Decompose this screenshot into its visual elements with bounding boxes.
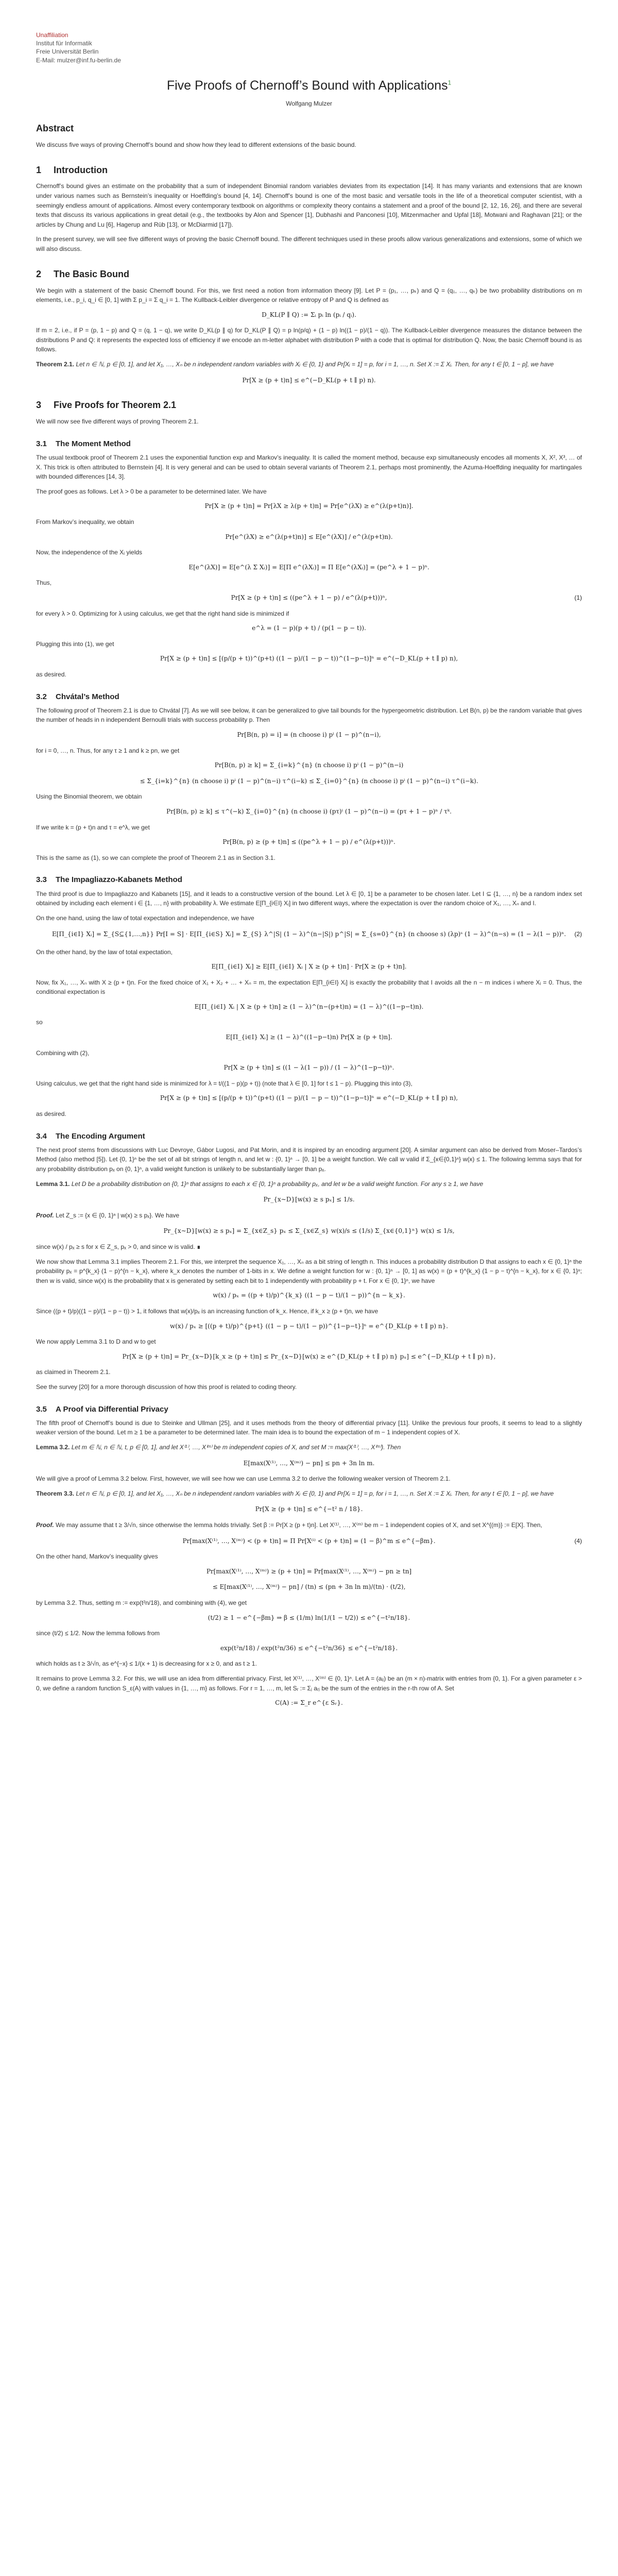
subsection-3-2-heading [36, 691, 582, 703]
equation: Pr[X ≥ (p + t)n] = Pr_{x∼D}[k_x ≥ (p + t)n] ≤ Pr_{x∼D}[w(x) ≥ e^{D_KL(p + t ∥ p) n} pₓ] ≤ e^{−D_KL(p + t ∥ p) n}, [122, 1352, 496, 1360]
equation: e^λ = (1 − p)(p + t) / (p(1 − p − t)). [252, 624, 366, 632]
equation: Pr[X ≥ (p + t)n] = Pr[λX ≥ λ(p + t)n] = Pr[e^(λX) ≥ e^(λ(p+t)n)]. [204, 502, 414, 510]
paragraph: On the other hand, Markov’s inequality gives [36, 1553, 158, 1561]
author-affiliation [36, 31, 582, 64]
equation-4 [36, 1536, 582, 1546]
equation: Pr[e^(λX) ≥ e^(λ(p+t)n)] ≤ E[e^(λX)] / e^(λ(p+t)n). [225, 533, 393, 540]
subsection-3-1-heading [36, 438, 582, 450]
paper-title-text: Five Proofs of Chernoff’s Bound with Applications [166, 78, 448, 93]
equation: D_KL(P ∥ Q) := Σᵢ pᵢ ln (pᵢ / qᵢ). [262, 311, 356, 318]
paragraph: The usual textbook proof of Theorem 2.1 uses the exponential function exp and Markov’s inequality. It is called the moment method, because exp simultaneously encodes all moments X, X², X³, … of X. This trick is often attributed to Bernstein [4]. It is very general and can be used to obtain several variants of Theorem 2.1, perhaps most prominently, the Azuma-Hoeffding inequality for martingales with bounded differences [14, 3]. [36, 454, 582, 481]
paragraph: so [36, 1019, 43, 1026]
paragraph: Thus, [36, 579, 52, 587]
paragraph: If we write k = (p + t)n and τ = e^λ, we get [36, 823, 150, 831]
paragraph: We now show that Lemma 3.1 implies Theorem 2.1. For this, we interpret the sequence X₁, …, Xₙ as a bit string of length n. This induces a probability distribution D that assigns to each x ∈ {0, 1}ⁿ the probability pₓ = p^{k_x} (1 − p)^{n − k_x}, where k_x denotes the number of 1-bits in x. We define a weight function for w : {0, 1}ⁿ → [0, 1] as w(x) = (p + t)^{k_x} (1 − p − t)^{n − k_x}, for x ∈ {0, 1}ⁿ; then w is valid, since w(x) is the probability that x is generated by setting each bit to 1 independently with probability p + t. For x ∈ {0, 1}ⁿ, we have [36, 1258, 582, 1284]
paragraph: We now apply Lemma 3.1 to D and w to get [36, 1338, 156, 1346]
section-3-heading [36, 398, 582, 413]
lemma-3-2 [36, 1443, 582, 1452]
paper-author: Wolfgang Mulzer [286, 99, 332, 107]
equation-number: (4) [574, 1537, 582, 1545]
section-number: 1 [36, 164, 42, 175]
abstract-text: We discuss five ways of proving Chernoff’s bound and show how they lead to different extensions of the basic bound. [36, 141, 356, 148]
paragraph: We begin with a statement of the basic Chernoff bound. For this, we first need a notion from information theory [9]. Let P = (p₁, …, pₖ) and Q = (q₁, …, qₖ) be two probability distributions on m elements, i.e., p_i, q_i ∈ [0, 1] with Σ p_i = Σ q_i = 1. The Kullback-Leibler divergence or relative entropy of P and Q is defined as [36, 286, 582, 304]
equation: Pr[X ≥ (p + t)n] ≤ [(p/(p + t))^(p+t) ((1 − p)/(1 − p − t))^(1−p−t)]ⁿ = e^(−D_KL(p + t ∥ p) n), [160, 1094, 458, 1102]
section-number: 3 [36, 400, 42, 411]
equation: w(x) / pₓ ≥ [((p + t)/p)^{p+t} ((1 − p − t)/(1 − p))^{1−p−t}]ⁿ = e^{D_KL(p + t ∥ p) n}. [169, 1322, 449, 1330]
paragraph: Using the Binomial theorem, we obtain [36, 793, 142, 801]
affiliation-line-1: Unaffiliation [36, 31, 68, 39]
subsection-3-4-heading [36, 1130, 582, 1142]
paper-page [36, 0, 582, 1708]
section-title: The Basic Bound [54, 268, 130, 279]
paragraph: as claimed in Theorem 2.1. [36, 1368, 111, 1376]
equation: Pr[X ≥ (p + t)n] ≤ e^(−D_KL(p + t ∥ p) n). [242, 376, 376, 384]
proof-text: We may assume that t ≥ 3/√n, since otherwise the lemma holds trivially. Set β := Pr[X ≥ (p + t)n]. Let X⁽¹⁾, …, X⁽ᵐ⁾ be m − 1 independent copies of X, and set X^{(m)} := E[X]. Then, [56, 1521, 542, 1529]
affiliation-line-2: Institut für Informatik [36, 40, 92, 47]
subsection-title: The Encoding Argument [56, 1131, 145, 1141]
equation-number: (2) [574, 930, 582, 938]
paragraph: From Markov’s inequality, we obtain [36, 518, 134, 526]
theorem-2-1 [36, 360, 582, 369]
subsection-title: The Impagliazzo-Kabanets Method [56, 875, 182, 885]
proof-text: Let Z_s := {x ∈ {0, 1}ⁿ | w(x) ≥ s pₓ}. We have [56, 1211, 180, 1219]
affiliation-line-3: Freie Universität Berlin [36, 48, 99, 56]
paragraph: Since ((p + t)/p)((1 − p)/(1 − p − t)) > 1, it follows that w(x)/pₓ is an increasing function of k_x. Hence, if k_x ≥ (p + t)n, we have [36, 1308, 379, 1315]
theorem-body: Let n ∈ ℕ, p ∈ [0, 1], and let X₁, …, Xₙ be n independent random variables with Xᵢ ∈ {0, 1} and Pr[Xᵢ = 1] = p, for i = 1, …, n. Set X := Σ Xᵢ. Then, for any t ∈ [0, 1 − p], we have [76, 361, 554, 368]
equation-body: E[Π_{i∈I} Xᵢ] = Σ_{S⊆{1,…,n}} Pr[I = S] · E[Π_{i∈S} Xᵢ] = Σ_{S} λ^|S| (1 − λ)^(n−|S|) p^|S| = Σ_{s=0}^{n} (n choose s) (λp)ˢ (1 − λ)^(n−s) = (1 − λ(1 − p))ⁿ. [52, 930, 566, 938]
equation: E[Π_{i∈I} Xᵢ] ≥ (1 − λ)^((1−p−t)n) Pr[X ≥ (p + t)n]. [226, 1033, 392, 1041]
equation: E[max(X⁽¹⁾, …, X⁽ᵐ⁾) − pn] ≤ pn + 3n ln m. [243, 1459, 375, 1467]
paragraph: The following proof of Theorem 2.1 is due to Chvátal [7]. As we will see below, it can be generalized to give tail bounds for the hypergeometric distribution. Let B(n, p) be the random variable that gives the number of heads in n independent Bernoulli trials with success probability p. Then [36, 706, 582, 724]
equation: Pr[B(n, p) ≥ (p + t)n] ≤ ((pe^λ + 1 − p) / e^(λ(p+t)))ⁿ. [222, 838, 396, 846]
equation: Pr_{x∼D}[w(x) ≥ s pₓ] = Σ_{x∈Z_s} pₓ ≤ Σ_{x∈Z_s} w(x)/s ≤ (1/s) Σ_{x∈{0,1}ⁿ} w(x) ≤ 1/s, [163, 1227, 455, 1235]
equation: Pr[X ≥ (p + t)n] ≤ ((1 − λ(1 − p)) / (1 − λ)^(1−p−t))ⁿ. [224, 1064, 394, 1072]
paragraph: which holds as t ≥ 3/√n, as e^{−x} ≤ 1/(x + 1) is decreasing for x ≥ 0, and as t ≥ 1. [36, 1660, 257, 1668]
paragraph: The proof goes as follows. Let λ > 0 be a parameter to be determined later. We have [36, 487, 267, 495]
paragraph: It remains to prove Lemma 3.2. For this, we will use an idea from differential privacy. First, let X⁽¹⁾, …, X⁽ᵐ⁾ ∈ {0, 1}ⁿ. Let A = (aᵢⱼ) be an (m × n)-matrix with entries from {0, 1}. For a given parameter ε > 0, we define a random function S_ε(A) with values in {1, …, m} as follows. For r = 1, …, m, let Sᵣ := Σⱼ aᵣⱼ be the sum of the entries in the r-th row of A. Set [36, 1674, 582, 1692]
paragraph: Chernoff’s bound gives an estimate on the probability that a sum of independent Binomial random variables deviates from its expectation [14]. It has many variants and extensions that are known under various names such as Bernstein’s inequality or Hoeffding’s bound [4, 14]. Chernoff’s bound is one of the most basic and versatile tools in the life of a theoretical computer scientist, with a seemingly endless amount of applications. Almost every contemporary textbook on algorithms or complexity theory contains a statement and a proof of the bound [2, 12, 16, 26], and there are several texts that discuss its various applications in great detail (e.g., the textbooks by Alon and Spencer [1], Dubhashi and Panconesi [10], Mitzenmacher and Upfal [18], Motwani and Raghavan [21]; or the articles by Chung and Lu [6], Hagerup and Rüb [13], or McDiarmid [17]). [36, 182, 582, 228]
subsection-number: 3.2 [36, 692, 47, 701]
paragraph: Now, fix X₁, …, Xₙ with X ≥ (p + t)n. For the fixed choice of X₁ + X₂ + … + Xₙ = m, the expectation E[Π_{i∈I} Xᵢ] is exactly the probability that I avoids all the n − m indices i where Xᵢ = 0. Thus, the conditional expectation is [36, 978, 582, 996]
paragraph: as desired. [36, 1110, 66, 1118]
paragraph: On the one hand, using the law of total expectation and independence, we have [36, 914, 254, 922]
proof-block [36, 1211, 582, 1221]
paragraph: We will now see five different ways of proving Theorem 2.1. [36, 418, 199, 426]
equation-1 [36, 593, 582, 603]
subsection-number: 3.5 [36, 1404, 47, 1414]
subsection-title: The Moment Method [56, 439, 131, 448]
equation: C(A) := Σ_r e^{ε Sᵣ}. [275, 1699, 343, 1707]
title-footnote-mark[interactable]: 1 [448, 79, 452, 87]
paragraph: The fifth proof of Chernoff’s bound is due to Steinke and Ullman [25], and it uses methods from the theory of differential privacy [11]. Unlike the previous four proofs, it seems to lead to a slightly weaker version of the bound. Let m ≥ 1 be a parameter to be determined later. The main idea is to bound the expectation of m − 1 independent copies of X. [36, 1419, 582, 1436]
equation: Pr[B(n, p) = i] = (n choose i) pⁱ (1 − p)^(n−i), [237, 731, 381, 738]
paragraph: This is the same as (1), so we can complete the proof of Theorem 2.1 as in Section 3.1. [36, 854, 276, 861]
subsection-3-5-heading [36, 1403, 582, 1415]
lemma-body: Let m ∈ ℕ, n ∈ ℕ, t, p ∈ [0, 1], and let X⁽¹⁾, …, X⁽ᵐ⁾ be m independent copies of X, and set M := max(X⁽¹⁾, …, X⁽ᵐ⁾). Then [71, 1444, 401, 1451]
section-number: 2 [36, 268, 42, 279]
paragraph: for every λ > 0. Optimizing for λ using calculus, we get that the right hand side is minimized if [36, 609, 289, 617]
paragraph: We will give a proof of Lemma 3.2 below. First, however, we will see how we can use Lemma 3.2 to derive the following weaker version of Theorem 2.1. [36, 1475, 451, 1483]
equation: exp(t²n/18) / exp(t²n/36) ≤ e^{−t²n/36} ≤ e^{−t²n/18}. [220, 1644, 398, 1652]
paragraph: by Lemma 3.2. Thus, setting m := exp(t²n/18), and combining with (4), we get [36, 1599, 247, 1606]
equation: w(x) / pₓ = ((p + t)/p)^{k_x} ((1 − p − t)/(1 − p))^{n − k_x}. [213, 1292, 405, 1299]
equation-2 [36, 928, 582, 941]
lemma-body: Let D be a probability distribution on {0, 1}ⁿ that assigns to each x ∈ {0, 1}ⁿ a probability pₓ, and let w be a valid weight function. For any s ≥ 1, we have [71, 1180, 484, 1188]
equation-number: (1) [574, 594, 582, 601]
section-title: Five Proofs for Theorem 2.1 [54, 400, 177, 411]
subsection-title: Chvátal’s Method [56, 692, 119, 701]
equation: Pr_{x∼D}[w(x) ≥ s pₓ] ≤ 1/s. [263, 1196, 355, 1204]
equation: E[Π_{i∈I} Xᵢ | X ≥ (p + t)n] ≥ (1 − λ)^(n−(p+t)n) = (1 − λ)^((1−p−t)n). [194, 1003, 424, 1010]
proof-block [36, 1520, 582, 1530]
section-2-heading [36, 267, 582, 282]
paragraph: Using calculus, we get that the right hand side is minimized for λ = t/((1 − p)(p + t)) (note that λ ∈ [0, 1] for t ≤ 1 − p). Plugging this into (3), [36, 1079, 413, 1087]
paragraph: for i = 0, …, n. Thus, for any τ ≥ 1 and k ≥ pn, we get [36, 747, 180, 754]
lemma-label: Lemma 3.2. [36, 1444, 70, 1451]
paragraph: since w(x) / pₓ ≥ s for x ∈ Z_s, pₓ > 0, and since w is valid. ∎ [36, 1243, 201, 1251]
equation: Pr[max(X⁽¹⁾, …, X⁽ᵐ⁾) ≥ (p + t)n] = Pr[max(X⁽¹⁾, …, X⁽ᵐ⁾) − pn ≥ tn] [206, 1567, 412, 1575]
equation: ≤ Σ_{i=k}^{n} (n choose i) pⁱ (1 − p)^(n−i) τ^(i−k) ≤ Σ_{i=0}^{n} (n choose i) pⁱ (1 − p)^(n−i) τ^(i−k). [140, 777, 478, 785]
equation: Pr[X ≥ (p + t)n] ≤ e^{−t² n / 18}. [255, 1505, 363, 1513]
paragraph: If m = 2, i.e., if P = (p, 1 − p) and Q = (q, 1 − q), we write D_KL(p ∥ q) for D_KL(P ∥ Q) = p ln(p/q) + (1 − p) ln((1 − p)/(1 − q)). The Kullback-Leibler divergence measures the distance between the distributions P and Q: it represents the expected loss of efficiency if we encode an m-letter alphabet with distribution P with a code that is optimal for distribution Q. Now, the basic Chernoff bound is as follows. [36, 327, 582, 353]
paragraph: The next proof stems from discussions with Luc Devroye, Gábor Lugosi, and Pat Morin, and it is inspired by an encoding argument [20]. A similar argument can also be derived from Moser–Tardos’s Method (also method [5]). Let {0, 1}ⁿ be the set of all bit strings of length n, and let w : {0, 1}ⁿ → [0, 1] be a weight function. We call w valid if Σ_{x∈{0,1}ⁿ} w(x) ≤ 1. The following lemma says that for any probability distribution pₓ on {0, 1}ⁿ, a valid weight function is unlikely to be substantially larger than pₓ. [36, 1146, 582, 1173]
subsection-number: 3.1 [36, 439, 47, 448]
subsection-number: 3.4 [36, 1131, 47, 1141]
equation: E[e^(λX)] = E[e^(λ Σ Xᵢ)] = E[Π e^(λXᵢ)] = Π E[e^(λXᵢ)] = (pe^λ + 1 − p)ⁿ. [188, 563, 430, 571]
abstract-heading: Abstract [36, 123, 74, 134]
theorem-label: Theorem 3.3. [36, 1489, 75, 1497]
paragraph: as desired. [36, 670, 66, 678]
paragraph: since (t/2) ≤ 1/2. Now the lemma follows from [36, 1630, 160, 1637]
subsection-title: A Proof via Differential Privacy [56, 1404, 168, 1414]
equation: ≤ E[max(X⁽¹⁾, …, X⁽ᵐ⁾) − pn] / (tn) ≤ (pn + 3n ln m)/(tn) · (t/2), [212, 1583, 406, 1591]
paragraph: Plugging this into (1), we get [36, 640, 114, 648]
affiliation-email: E-Mail: mulzer@inf.fu-berlin.de [36, 56, 121, 64]
paper-title [36, 76, 582, 96]
proof-label: Proof. [36, 1211, 54, 1219]
theorem-body: Let n ∈ ℕ, p ∈ [0, 1], and let X₁, …, Xₙ be n independent random variables with Xᵢ ∈ {0, 1} and Pr[Xᵢ = 1] = p, for i = 1, …, n. Set X := Σ Xᵢ. Then, for any t ∈ [0, 1 − p], we have [76, 1489, 554, 1497]
theorem-label: Theorem 2.1. [36, 361, 75, 368]
paragraph: The third proof is due to Impagliazzo and Kabanets [15], and it leads to a constructive version of the bound. Let λ ∈ [0, 1] be a parameter to be chosen later. Let I ⊆ {1, …, n} be a random index set obtained by including each element i ∈ {1, …, n} with probability λ. We estimate E[Π_{i∈I} Xᵢ] in two different ways, where the expectation is over the random choice of X₁, …, Xₙ and I. [36, 890, 582, 907]
proof-label: Proof. [36, 1521, 54, 1529]
subsection-number: 3.3 [36, 875, 47, 885]
paragraph: Combining with (2), [36, 1049, 90, 1057]
theorem-3-3 [36, 1489, 582, 1499]
equation: Pr[X ≥ (p + t)n] ≤ [(p/(p + t))^(p+t) ((1 − p)/(1 − p − t))^(1−p−t)]ⁿ = e^(−D_KL(p + t ∥ p) n), [160, 655, 458, 663]
equation: E[Π_{i∈I} Xᵢ] ≥ E[Π_{i∈I} Xᵢ | X ≥ (p + t)n] · Pr[X ≥ (p + t)n]. [211, 963, 407, 971]
equation-body: Pr[X ≥ (p + t)n] ≤ ((pe^λ + 1 − p) / e^(λ(p+t)))ⁿ, [231, 594, 387, 601]
equation-body: Pr[max(X⁽¹⁾, …, X⁽ᵐ⁾) < (p + t)n] = Π Pr[X⁽ⁱ⁾ < (p + t)n] = (1 − β)^m ≤ e^{−βm}. [182, 1537, 436, 1545]
subsection-3-3-heading [36, 874, 582, 886]
paragraph: On the other hand, by the law of total expectation, [36, 948, 173, 956]
paragraph: In the present survey, we will see five different ways of proving the basic Chernoff bound. The different techniques used in these proofs allow various generalizations and extensions, some of which we will also discuss. [36, 235, 582, 253]
lemma-3-1 [36, 1179, 582, 1189]
section-1-heading [36, 163, 582, 178]
equation: (t/2) ≥ 1 − e^{−βm} ⇒ β ≤ (1/m) ln(1/(1 − t/2)) ≤ e^{−t²n/18}. [208, 1614, 410, 1621]
section-title: Introduction [54, 164, 108, 175]
equation: Pr[B(n, p) ≥ k] = Σ_{i=k}^{n} (n choose i) pⁱ (1 − p)^(n−i) [214, 761, 404, 769]
lemma-label: Lemma 3.1. [36, 1180, 70, 1188]
paragraph: See the survey [20] for a more thorough discussion of how this proof is related to coding theory. [36, 1383, 297, 1391]
equation: Pr[B(n, p) ≥ k] ≤ τ^(−k) Σ_{i=0}^{n} (n choose i) (pτ)ⁱ (1 − p)^(n−i) = (pτ + 1 − p)ⁿ / τᵏ. [166, 807, 452, 815]
paragraph: Now, the independence of the Xᵢ yields [36, 549, 143, 556]
